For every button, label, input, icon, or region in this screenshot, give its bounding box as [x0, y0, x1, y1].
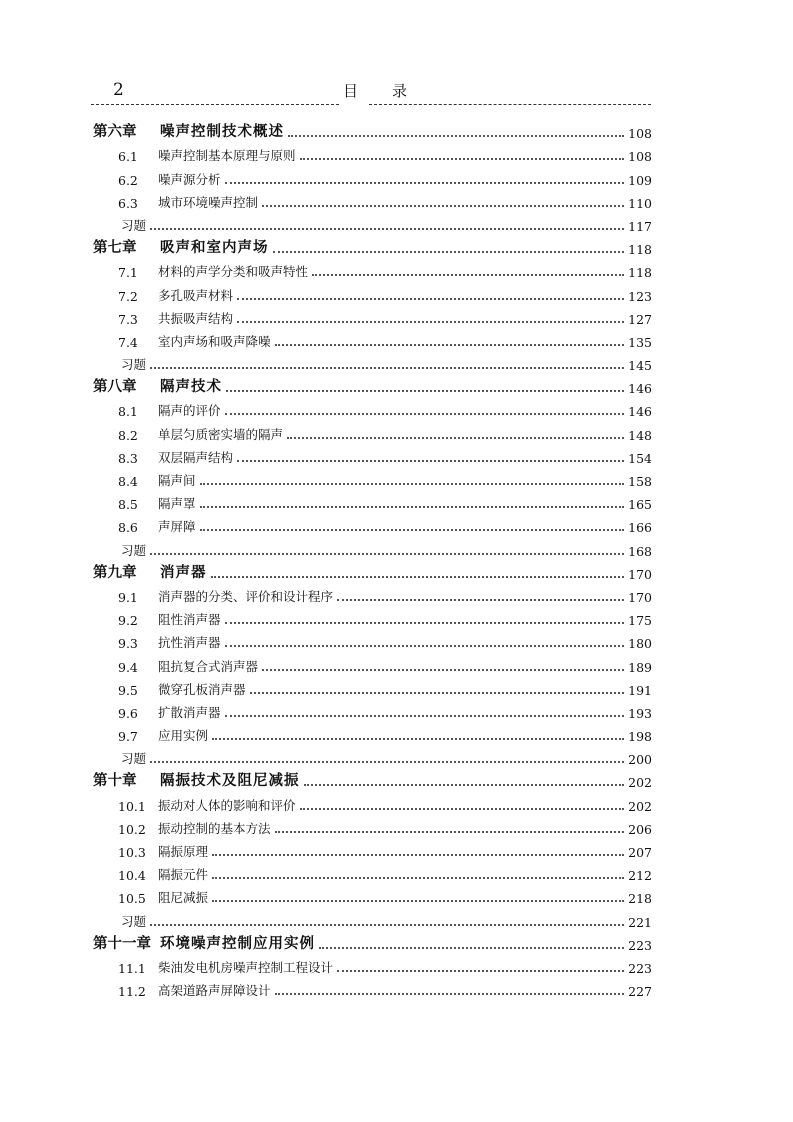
- toc-section-row: [0, 327, 652, 350]
- toc-leader-dots: [200, 529, 625, 531]
- toc-entry-number: 11.1: [118, 960, 146, 976]
- toc-entry-title: 隔声间: [158, 473, 196, 488]
- toc-entry-number: 习题: [121, 751, 147, 767]
- toc-entry-number: 10.2: [118, 821, 146, 837]
- toc-page-number: 189: [628, 659, 652, 675]
- toc-section-row: [0, 698, 652, 721]
- toc-leader-dots: [212, 738, 624, 740]
- toc-leader-dots: [300, 158, 625, 160]
- toc-page-number: 200: [628, 752, 652, 768]
- toc-entry-number: 6.2: [118, 172, 138, 188]
- toc-leader-dots: [319, 947, 624, 949]
- toc-section-row: [0, 814, 652, 837]
- toc-leader-dots: [150, 228, 624, 230]
- toc-page-number: 212: [628, 868, 652, 884]
- toc-entry-number: 10.5: [118, 891, 146, 907]
- toc-entry-title: 环境噪声控制应用实例: [160, 934, 315, 952]
- toc-page-number: 166: [628, 520, 652, 536]
- toc-section-row: [0, 675, 652, 698]
- toc-page-number: 118: [628, 242, 652, 258]
- toc-leader-dots: [262, 669, 624, 671]
- toc-leader-dots: [225, 622, 625, 624]
- toc-leader-dots: [288, 135, 624, 137]
- toc-page-number: 146: [628, 404, 652, 420]
- toc-leader-dots: [237, 460, 624, 462]
- toc-page-number: 191: [628, 682, 652, 698]
- toc-page-number: 170: [628, 566, 652, 582]
- toc-page-number: 218: [628, 891, 652, 907]
- toc-entry-number: 6.1: [118, 149, 138, 165]
- page-number: 2: [113, 80, 124, 100]
- toc-leader-dots: [312, 274, 624, 276]
- toc-page-number: 118: [628, 265, 652, 281]
- toc-entry-number: 9.2: [118, 613, 138, 629]
- toc-leader-dots: [275, 831, 625, 833]
- toc-entry-number: 第九章: [93, 563, 137, 581]
- header-rule-left: [91, 104, 339, 105]
- toc-entry-title: 柴油发电机房噪声控制工程设计: [158, 959, 334, 975]
- toc-entry-number: 习题: [121, 913, 147, 929]
- toc-leader-dots: [212, 854, 624, 856]
- toc-entry-number: 7.2: [118, 288, 138, 304]
- toc-entry-number: 8.5: [118, 497, 138, 513]
- toc-section-row: [0, 443, 652, 466]
- toc-entry-number: 10.3: [118, 845, 146, 860]
- toc-section-row: [0, 141, 652, 164]
- toc-section-row: [0, 466, 652, 489]
- toc-leader-dots: [150, 924, 624, 926]
- toc-entry-number: 7.3: [118, 311, 138, 327]
- toc-leader-dots: [225, 182, 625, 184]
- toc-page-number: 135: [628, 334, 652, 350]
- toc-section-row: [0, 790, 652, 813]
- toc-exercise-row: [0, 744, 652, 767]
- toc-exercise-row: [0, 535, 652, 558]
- toc-entry-title: 振动控制的基本方法: [158, 820, 271, 836]
- toc-section-row: [0, 582, 652, 605]
- toc-leader-dots: [200, 506, 625, 508]
- toc-section-row: [0, 512, 652, 535]
- toc-entry-title: 消声器: [160, 563, 207, 581]
- toc-entry-title: 消声器的分类、评价和设计程序: [158, 588, 334, 604]
- toc-leader-dots: [212, 900, 624, 902]
- toc-section-row: [0, 860, 652, 883]
- toc-page-number: 108: [628, 149, 652, 165]
- header-rule-right: [369, 104, 651, 105]
- toc-entry-number: 习题: [121, 542, 147, 558]
- toc-chapter-row: [0, 559, 652, 582]
- toc-entry-number: 9.4: [118, 659, 138, 675]
- toc-entry-number: 第十章: [93, 772, 137, 790]
- toc-chapter-row: [0, 373, 652, 396]
- toc-section-row: [0, 489, 652, 512]
- toc-chapter-row: [0, 930, 652, 953]
- toc-leader-dots: [237, 298, 624, 300]
- toc-entry-number: 9.7: [118, 729, 138, 745]
- toc-page-number: 154: [628, 450, 652, 466]
- toc-entry-title: 多孔吸声材料: [158, 287, 234, 303]
- toc-leader-dots: [200, 483, 625, 485]
- toc-leader-dots: [150, 761, 624, 763]
- toc-page-number: 180: [628, 636, 652, 652]
- toc-entry-title: 阻性消声器: [158, 612, 221, 628]
- toc-page-number: 170: [628, 589, 652, 605]
- toc-entry-title: 扩散消声器: [158, 704, 221, 720]
- toc-page-number: 145: [628, 358, 652, 374]
- toc-entry-title: 高架道路声屏障设计: [158, 983, 271, 999]
- toc-exercise-row: [0, 211, 652, 234]
- toc-page-number: 108: [628, 126, 652, 142]
- toc-page-number: 202: [628, 798, 652, 814]
- toc-chapter-row: [0, 767, 652, 790]
- toc-entry-number: 10.1: [118, 798, 146, 814]
- toc-entry-title: 隔振技术及阻尼减振: [160, 772, 300, 790]
- toc-entry-title: 单层匀质密实墙的隔声: [158, 426, 284, 442]
- toc-page-number: 207: [628, 845, 652, 860]
- toc-entry-number: 6.3: [118, 195, 138, 211]
- toc-entry-title: 室内声场和吸声降噪: [158, 333, 271, 349]
- toc-chapter-row: [0, 118, 652, 141]
- toc-section-row: [0, 164, 652, 187]
- toc-page-number: 146: [628, 381, 652, 397]
- toc-page-number: 158: [628, 474, 652, 489]
- toc-exercise-row: [0, 350, 652, 373]
- toc-section-row: [0, 396, 652, 419]
- toc-page-number: 168: [628, 543, 652, 559]
- toc-entry-number: 9.5: [118, 682, 138, 698]
- toc-entry-title: 抗性消声器: [158, 635, 221, 651]
- toc-entry-title: 城市环境噪声控制: [158, 194, 259, 210]
- page-header: [91, 78, 651, 108]
- toc-entry-number: 第六章: [93, 123, 137, 141]
- toc-entry-number: 7.4: [118, 334, 138, 350]
- toc-entry-number: 7.1: [118, 265, 138, 281]
- toc-section-row: [0, 721, 652, 744]
- toc-page-number: 127: [628, 311, 652, 327]
- toc-entry-number: 8.6: [118, 520, 138, 536]
- toc-section-row: [0, 883, 652, 906]
- toc-page-number: 221: [628, 914, 652, 930]
- toc-leader-dots: [237, 321, 624, 323]
- toc-entry-title: 隔声技术: [160, 378, 222, 396]
- toc-leader-dots: [212, 877, 624, 879]
- toc-entry-number: 习题: [121, 357, 147, 373]
- toc-entry-title: 隔振元件: [158, 867, 209, 883]
- toc-entry-number: 8.3: [118, 450, 138, 466]
- toc-entry-title: 双层隔声结构: [158, 449, 234, 465]
- toc-leader-dots: [150, 553, 624, 555]
- toc-entry-title: 噪声控制技术概述: [160, 123, 284, 141]
- toc-section-row: [0, 953, 652, 976]
- toc-entry-title: 声屏障: [158, 519, 196, 535]
- toc-page-number: 202: [628, 775, 652, 791]
- toc-page-number: 117: [628, 218, 652, 234]
- toc-page-number: 198: [628, 729, 652, 745]
- toc-section-row: [0, 628, 652, 651]
- toc-leader-dots: [211, 576, 625, 578]
- toc-section-row: [0, 419, 652, 442]
- toc-page-number: 175: [628, 613, 652, 629]
- toc-section-row: [0, 651, 652, 674]
- toc-page-number: 110: [628, 195, 652, 211]
- toc-entry-number: 8.2: [118, 427, 138, 443]
- toc-entry-number: 11.2: [118, 984, 146, 1000]
- toc-section-row: [0, 976, 652, 999]
- toc-entry-number: 第十一章: [93, 934, 151, 952]
- toc-entry-title: 隔声的评价: [158, 403, 221, 419]
- toc-leader-dots: [275, 993, 625, 995]
- toc-page-number: 223: [628, 937, 652, 953]
- toc-leader-dots: [225, 645, 625, 647]
- toc-entry-number: 9.3: [118, 636, 138, 652]
- toc-entry-title: 隔振原理: [158, 844, 209, 859]
- toc-page-number: 148: [628, 427, 652, 443]
- toc-page-number: 109: [628, 172, 652, 188]
- toc-leader-dots: [337, 970, 624, 972]
- toc-entry-number: 8.4: [118, 474, 138, 489]
- toc-page-number: 206: [628, 821, 652, 837]
- toc-entry-title: 噪声源分析: [158, 171, 221, 187]
- toc-page-number: 123: [628, 288, 652, 304]
- toc-page-number: 165: [628, 497, 652, 513]
- toc-entry-title: 共振吸声结构: [158, 310, 234, 326]
- toc-section-row: [0, 280, 652, 303]
- toc-entry-title: 振动对人体的影响和评价: [158, 797, 296, 813]
- toc-leader-dots: [225, 715, 625, 717]
- toc-leader-dots: [304, 784, 625, 786]
- page-title: 目录: [343, 82, 442, 100]
- toc-entry-title: 微穿孔板消声器: [158, 681, 246, 697]
- toc-entry-title: 噪声控制基本原理与原则: [158, 148, 296, 164]
- table-of-contents: [0, 118, 793, 999]
- toc-entry-title: 吸声和室内声场: [160, 239, 269, 257]
- toc-entry-number: 习题: [121, 217, 147, 233]
- toc-entry-title: 隔声罩: [158, 496, 196, 512]
- toc-entry-title: 材料的声学分类和吸声特性: [158, 264, 309, 280]
- toc-entry-number: 第七章: [93, 239, 137, 257]
- toc-leader-dots: [250, 692, 625, 694]
- toc-chapter-row: [0, 234, 652, 257]
- toc-section-row: [0, 304, 652, 327]
- toc-entry-title: 阻尼减振: [158, 890, 209, 906]
- toc-section-row: [0, 837, 652, 860]
- toc-section-row: [0, 257, 652, 280]
- toc-leader-dots: [226, 390, 624, 392]
- toc-leader-dots: [150, 367, 624, 369]
- toc-entry-number: 10.4: [118, 868, 146, 884]
- toc-leader-dots: [225, 413, 625, 415]
- toc-entry-number: 8.1: [118, 404, 138, 420]
- toc-entry-title: 应用实例: [158, 728, 209, 744]
- toc-section-row: [0, 605, 652, 628]
- toc-leader-dots: [275, 344, 625, 346]
- toc-leader-dots: [273, 251, 625, 253]
- toc-entry-number: 9.6: [118, 705, 138, 721]
- toc-leader-dots: [287, 437, 624, 439]
- toc-page-number: 227: [628, 984, 652, 1000]
- toc-entry-number: 第八章: [93, 378, 137, 396]
- toc-leader-dots: [300, 808, 625, 810]
- toc-section-row: [0, 188, 652, 211]
- toc-leader-dots: [337, 599, 624, 601]
- toc-entry-title: 阻抗复合式消声器: [158, 658, 259, 674]
- toc-leader-dots: [262, 205, 624, 207]
- toc-entry-number: 9.1: [118, 589, 138, 605]
- toc-page-number: 193: [628, 705, 652, 721]
- toc-exercise-row: [0, 906, 652, 929]
- toc-page-number: 223: [628, 960, 652, 976]
